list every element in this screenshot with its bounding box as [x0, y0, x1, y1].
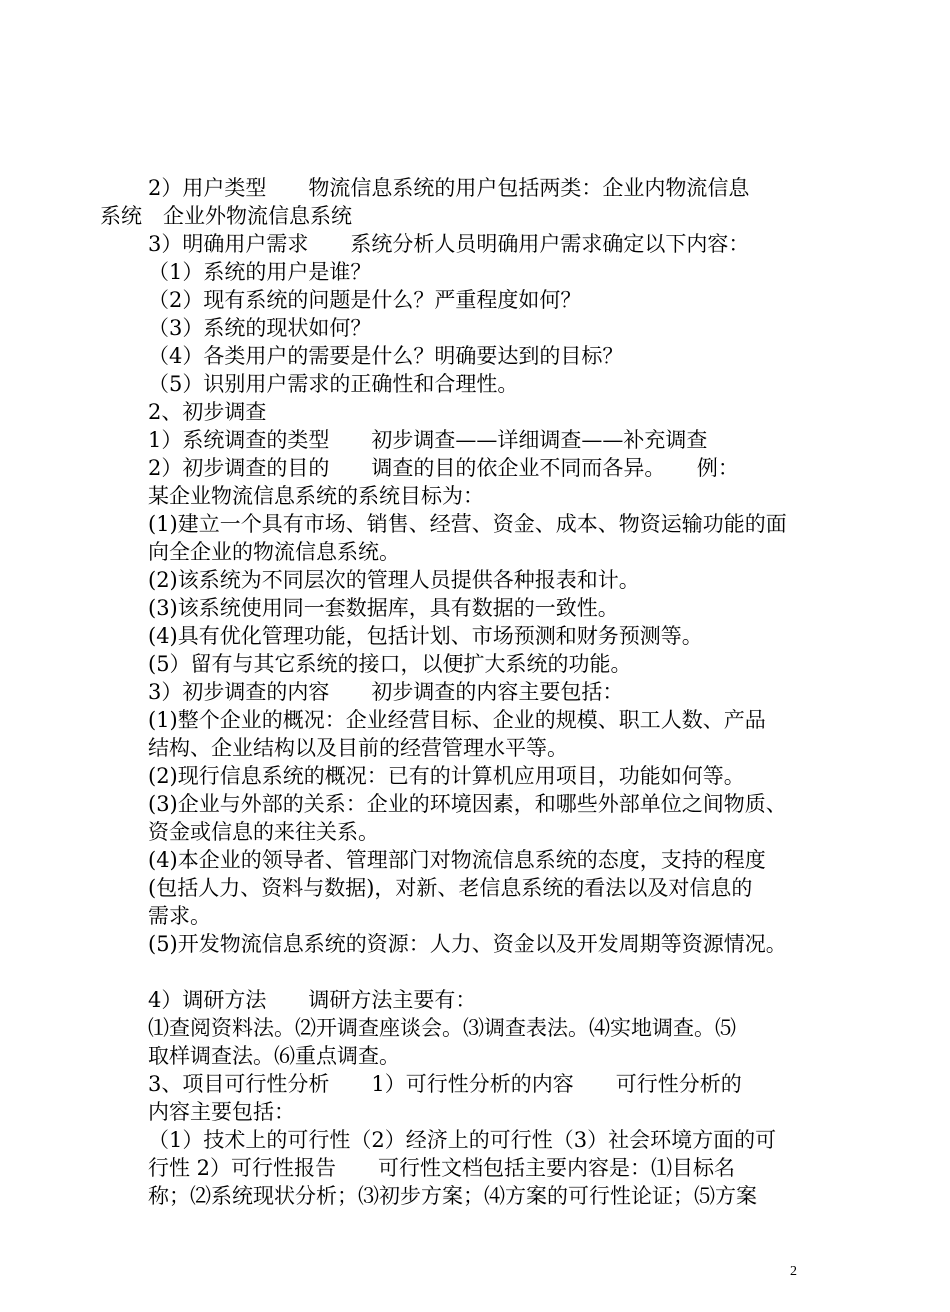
text-line: 系统 企业外物流信息系统 — [100, 204, 352, 228]
text-line: (包括人力、资料与数据)，对新、老信息系统的看法以及对信息的 — [148, 876, 753, 900]
text-line: (2)该系统为不同层次的管理人员提供各种报表和计。 — [148, 568, 640, 592]
text-line: （5）识别用户需求的正确性和合理性。 — [148, 372, 519, 396]
text-line: 1）系统调查的类型 初步调查——详细调查——补充调查 — [148, 428, 708, 452]
text-line: （1）技术上的可行性（2）经济上的可行性（3）社会环境方面的可 — [148, 1128, 777, 1152]
section-heading: 3、项目可行性分析 1）可行性分析的内容 可行性分析的 — [148, 1072, 742, 1096]
text-line: 某企业物流信息系统的系统目标为： — [148, 484, 484, 508]
text-line: (1)整个企业的概况：企业经营目标、企业的规模、职工人数、产品 — [148, 708, 766, 732]
text-line: ⑴查阅资料法。⑵开调查座谈会。⑶调查表法。⑷实地调查。⑸ — [148, 1016, 736, 1040]
text-line: (4)本企业的领导者、管理部门对物流信息系统的态度，支持的程度 — [148, 848, 766, 872]
page-number: 2 — [790, 1264, 797, 1279]
text-line: 取样调查法。⑹重点调查。 — [148, 1044, 400, 1068]
text-line: （4）各类用户的需要是什么？明确要达到的目标？ — [148, 344, 624, 368]
text-line: (3)企业与外部的关系：企业的环境因素，和哪些外部单位之间物质、 — [148, 792, 787, 816]
text-line: 4）调研方法 调研方法主要有： — [148, 988, 477, 1012]
text-line: （3）系统的现状如何？ — [148, 316, 372, 340]
text-line: (5)开发物流信息系统的资源：人力、资金以及开发周期等资源情况。 — [148, 932, 787, 956]
section-heading: 2、初步调查 — [148, 400, 267, 424]
text-line: (2)现行信息系统的概况：已有的计算机应用项目，功能如何等。 — [148, 764, 745, 788]
text-line: 称；⑵系统现状分析；⑶初步方案；⑷方案的可行性论证；⑸方案 — [148, 1184, 757, 1208]
text-line: 需求。 — [148, 904, 211, 928]
text-line: 结构、企业结构以及目前的经营管理水平等。 — [148, 736, 568, 760]
text-line: (4)具有优化管理功能，包括计划、市场预测和财务预测等。 — [148, 624, 703, 648]
text-line: (3)该系统使用同一套数据库，具有数据的一致性。 — [148, 596, 619, 620]
text-line: 资金或信息的来往关系。 — [148, 820, 379, 844]
text-line: 向全企业的物流信息系统。 — [148, 540, 400, 564]
text-line: (1)建立一个具有市场、销售、经营、资金、成本、物资运输功能的面 — [148, 512, 787, 536]
text-line: （1）系统的用户是谁？ — [148, 260, 372, 284]
text-line: 2）用户类型 物流信息系统的用户包括两类：企业内物流信息 — [148, 176, 750, 200]
text-line: 行性 2）可行性报告 可行性文档包括主要内容是：⑴目标名 — [148, 1156, 736, 1180]
text-line: 3）明确用户需求 系统分析人员明确用户需求确定以下内容： — [148, 232, 750, 256]
text-line: (5）留有与其它系统的接口，以便扩大系统的功能。 — [148, 652, 632, 676]
text-line: 2）初步调查的目的 调查的目的依企业不同而各异。 例： — [148, 456, 739, 480]
text-line: 内容主要包括： — [148, 1100, 295, 1124]
text-line: 3）初步调查的内容 初步调查的内容主要包括： — [148, 680, 624, 704]
text-line: （2）现有系统的问题是什么？严重程度如何？ — [148, 288, 582, 312]
